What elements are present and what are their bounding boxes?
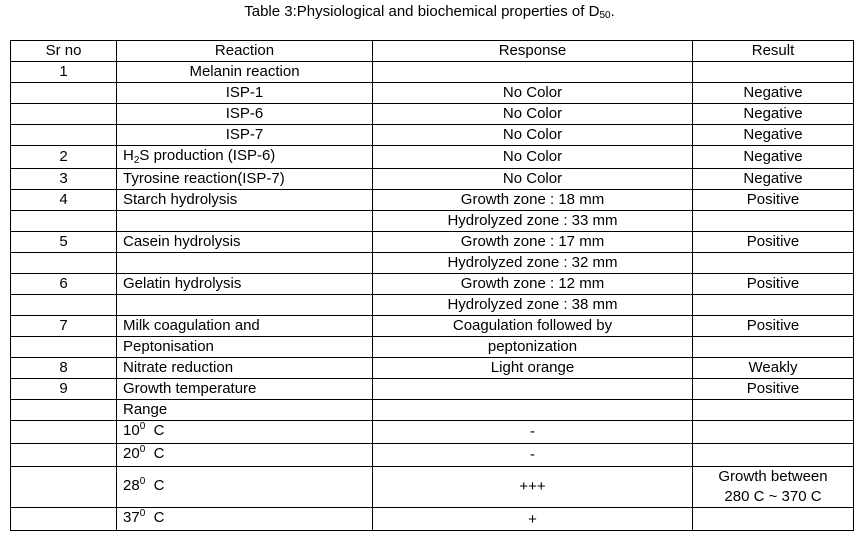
cell-response: + [373,508,693,531]
cell-result [693,421,854,444]
cell-result: Positive [693,232,854,253]
cell-reaction: Milk coagulation and [117,316,373,337]
cell-result [693,400,854,421]
cell-sr [11,400,117,421]
cell-result [693,62,854,83]
cell-reaction: Peptonisation [117,337,373,358]
cell-sr [11,83,117,104]
degree-superscript: 0 [139,476,146,487]
cell-response: No Color [373,169,693,190]
cell-response: No Color [373,146,693,169]
table-row [11,190,854,211]
table-row [11,295,854,316]
table-row [11,379,854,400]
cell-response: No Color [373,83,693,104]
subscript: 2 [133,155,140,166]
cell-result: Negative [693,169,854,190]
cell-response [373,62,693,83]
temperature-unit: C [145,422,165,439]
cell-response: Hydrolyzed zone : 33 mm [373,211,693,232]
cell-reaction [117,146,373,169]
temperature-value: 10 [123,422,140,439]
table-row [11,169,854,190]
cell-result: Positive [693,190,854,211]
cell-sr: 8 [11,358,117,379]
result-line-1: Growth between [718,468,828,485]
result-line-2: 280 C ~ 370 C [724,488,822,505]
table-caption [0,3,859,23]
table-row [11,274,854,295]
table-row [11,400,854,421]
cell-sr [11,508,117,531]
temperature-value: 28 [123,477,140,494]
cell-result [693,508,854,531]
cell-reaction: Melanin reaction [117,62,373,83]
cell-reaction: Nitrate reduction [117,358,373,379]
temperature-value: 37 [123,509,140,526]
cell-sr: 5 [11,232,117,253]
cell-sr [11,125,117,146]
cell-reaction: ISP-1 [117,83,373,104]
cell-sr [11,444,117,467]
cell-result [693,337,854,358]
cell-reaction [117,211,373,232]
caption-text: Table 3:Physiological and biochemical properties of D [244,3,600,20]
cell-sr: 1 [11,62,117,83]
table-row [11,358,854,379]
header-reaction: Reaction [117,41,373,62]
table-row [11,83,854,104]
cell-result [693,253,854,274]
table-row [11,211,854,232]
cell-result: Negative [693,146,854,169]
cell-response: Coagulation followed by [373,316,693,337]
table-row [11,62,854,83]
cell-reaction: Gelatin hydrolysis [117,274,373,295]
degree-superscript: 0 [139,508,146,519]
cell-sr: 2 [11,146,117,169]
cell-response: Growth zone : 12 mm [373,274,693,295]
cell-result: Negative [693,125,854,146]
header-sr-no: Sr no [11,41,117,62]
cell-result: Negative [693,104,854,125]
table-row [11,232,854,253]
temperature-unit: C [145,509,165,526]
cell-response: Growth zone : 17 mm [373,232,693,253]
properties-table [10,40,854,531]
cell-sr [11,295,117,316]
cell-result: Weakly [693,358,854,379]
cell-result: Positive [693,274,854,295]
cell-response: No Color [373,125,693,146]
cell-response [373,400,693,421]
cell-response [373,379,693,400]
degree-superscript: 0 [139,444,146,455]
cell-sr [11,104,117,125]
cell-sr: 7 [11,316,117,337]
table-row [11,316,854,337]
table-row [11,421,854,444]
cell-reaction [117,421,373,444]
temperature-value: 20 [123,445,140,462]
cell-reaction: Tyrosine reaction(ISP-7) [117,169,373,190]
header-response: Response [373,41,693,62]
cell-response: Light orange [373,358,693,379]
cell-sr [11,337,117,358]
table-row [11,508,854,531]
cell-reaction: Growth temperature [117,379,373,400]
temperature-unit: C [145,477,165,494]
reaction-text: H [123,147,134,164]
cell-reaction [117,508,373,531]
cell-reaction [117,295,373,316]
cell-reaction [117,444,373,467]
cell-sr: 6 [11,274,117,295]
cell-response: +++ [373,467,693,508]
cell-sr [11,253,117,274]
cell-result [693,444,854,467]
header-row [11,41,854,62]
cell-response: peptonization [373,337,693,358]
cell-response: Hydrolyzed zone : 32 mm [373,253,693,274]
cell-sr [11,211,117,232]
cell-reaction [117,467,373,508]
cell-result: Positive [693,379,854,400]
caption-subscript: 50 [599,10,611,21]
table-row [11,337,854,358]
cell-sr [11,467,117,508]
header-result: Result [693,41,854,62]
cell-sr: 4 [11,190,117,211]
table-row [11,104,854,125]
cell-result: Negative [693,83,854,104]
cell-response: Growth zone : 18 mm [373,190,693,211]
cell-response: No Color [373,104,693,125]
cell-result: Positive [693,316,854,337]
table-row [11,253,854,274]
cell-result [693,295,854,316]
cell-response: - [373,444,693,467]
temperature-unit: C [145,445,165,462]
cell-reaction: Starch hydrolysis [117,190,373,211]
cell-reaction: Casein hydrolysis [117,232,373,253]
cell-response: Hydrolyzed zone : 38 mm [373,295,693,316]
cell-reaction: Range [117,400,373,421]
reaction-text: S production (ISP-6) [139,147,276,164]
cell-result [693,211,854,232]
table-row [11,444,854,467]
caption-suffix: . [610,3,615,20]
cell-reaction: ISP-7 [117,125,373,146]
cell-result [693,467,854,508]
degree-superscript: 0 [139,421,146,432]
cell-reaction [117,253,373,274]
table-row [11,125,854,146]
cell-reaction: ISP-6 [117,104,373,125]
cell-sr [11,421,117,444]
cell-sr: 3 [11,169,117,190]
table-row [11,467,854,508]
table-row [11,146,854,169]
cell-sr: 9 [11,379,117,400]
cell-response: - [373,421,693,444]
